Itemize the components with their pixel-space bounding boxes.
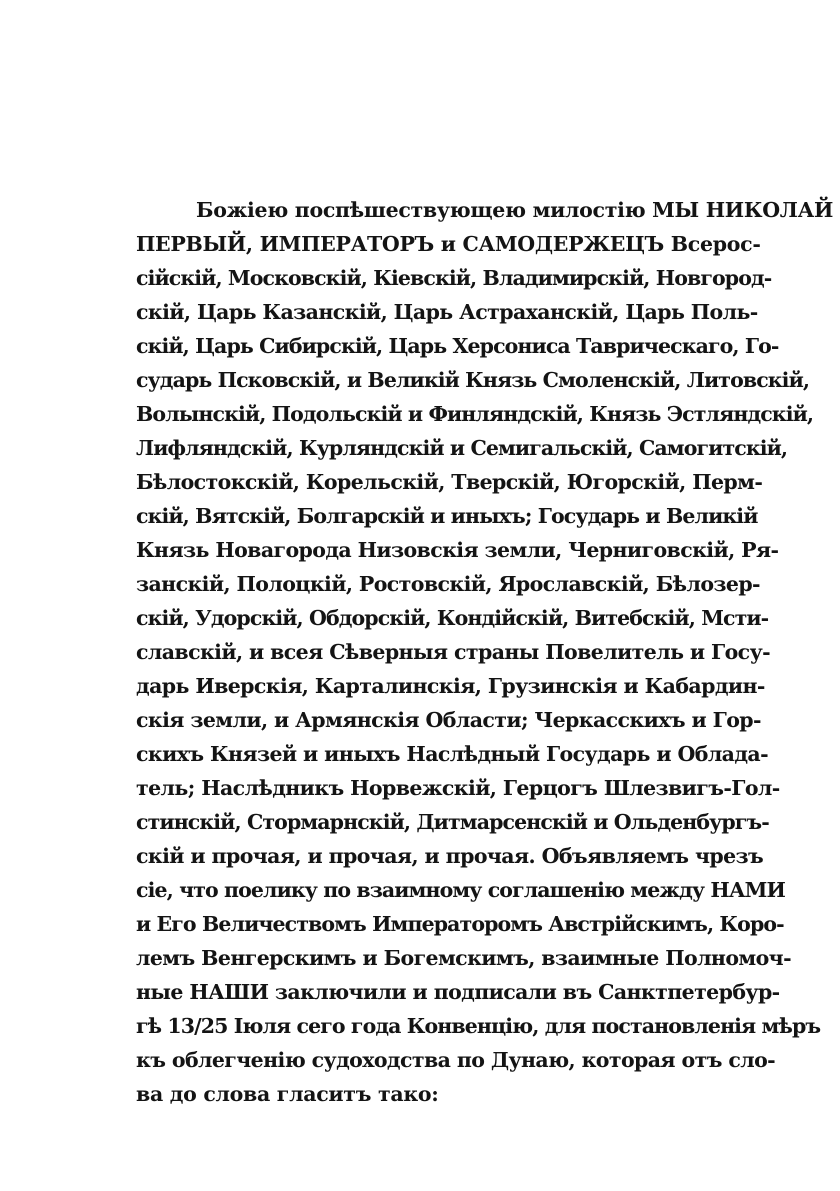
text-line: скiй, Царь Сибирскiй, Царь Херсониса Таврическаго, Го- (136, 334, 779, 358)
text-line: скiй и прочая, и прочая, и прочая. Объявляемъ чрезъ (136, 844, 764, 868)
text-line: скiй, Удорскiй, Обдорскiй, Кондiйскiй, Витебскiй, Мсти- (136, 606, 769, 630)
text-line: стинскiй, Стормарнскiй, Дитмарсенскiй и Ольденбургъ- (136, 810, 769, 834)
text-line: ные НАШИ заключили и подписали въ Санктпетербур- (136, 980, 780, 1004)
text-line: скiй, Царь Казанскiй, Царь Астраханскiй, Царь Поль- (136, 300, 758, 324)
text-line: сударь Псковскiй, и Великiй Князь Смоленскiй, Литовскiй, (136, 368, 810, 392)
text-line: ва до слова гласитъ тако: (136, 1082, 439, 1106)
text-line: Лифляндскiй, Курляндскiй и Семигальскiй, Самогитскiй, (136, 436, 788, 460)
text-line: скiя земли, и Армянскiя Области; Черкасскихъ и Гор- (136, 708, 761, 732)
text-line: дарь Иверскiя, Карталинскiя, Грузинскiя и Кабардин- (136, 674, 765, 698)
text-line: Князь Новагорода Низовскiя земли, Черниговскiй, Ря- (136, 538, 779, 562)
text-line: ПЕРВЫЙ, ИМПЕРАТОРЪ и САМОДЕРЖЕЦЪ Всерос- (136, 232, 761, 256)
text-line: скiй, Вятскiй, Болгарскiй и иныхъ; Государь и Великiй (136, 504, 758, 528)
text-line: Волынскiй, Подольскiй и Финляндскiй, Князь Эстляндскiй, (136, 402, 814, 426)
text-line: занскiй, Полоцкiй, Ростовскiй, Ярославскiй, Бѣлозер- (136, 572, 760, 596)
text-line: славскiй, и всея Сѣверныя страны Повелитель и Госу- (136, 640, 770, 664)
text-line: Божiею поспѣшествующею милостiю МЫ НИКОЛАЙ (196, 198, 834, 222)
text-line: гѣ 13/25 Iюля сего года Конвенцiю, для постановленiя мѣръ (136, 1014, 821, 1038)
text-line: лемъ Венгерскимъ и Богемскимъ, взаимные Полномоч- (136, 946, 791, 970)
text-line: Бѣлостокскiй, Корельскiй, Тверскiй, Югорскiй, Перм- (136, 470, 763, 494)
text-line: къ облегченiю судоходства по Дунаю, которая отъ сло- (136, 1048, 776, 1072)
text-line: тель; Наслѣдникъ Норвежскiй, Герцогъ Шлезвигъ-Гол- (136, 776, 780, 800)
text-line: сiйскiй, Московскiй, Кiевскiй, Владимирскiй, Новгород- (136, 266, 772, 290)
manifesto-text (136, 193, 834, 1111)
text-line: сiе, что поелику по взаимному соглашенiю между НАМИ (136, 878, 785, 902)
text-line: скихъ Князей и иныхъ Наслѣдный Государь и Облада- (136, 742, 769, 766)
text-line: и Его Величествомъ Императоромъ Австрiйскимъ, Коро- (136, 912, 784, 936)
